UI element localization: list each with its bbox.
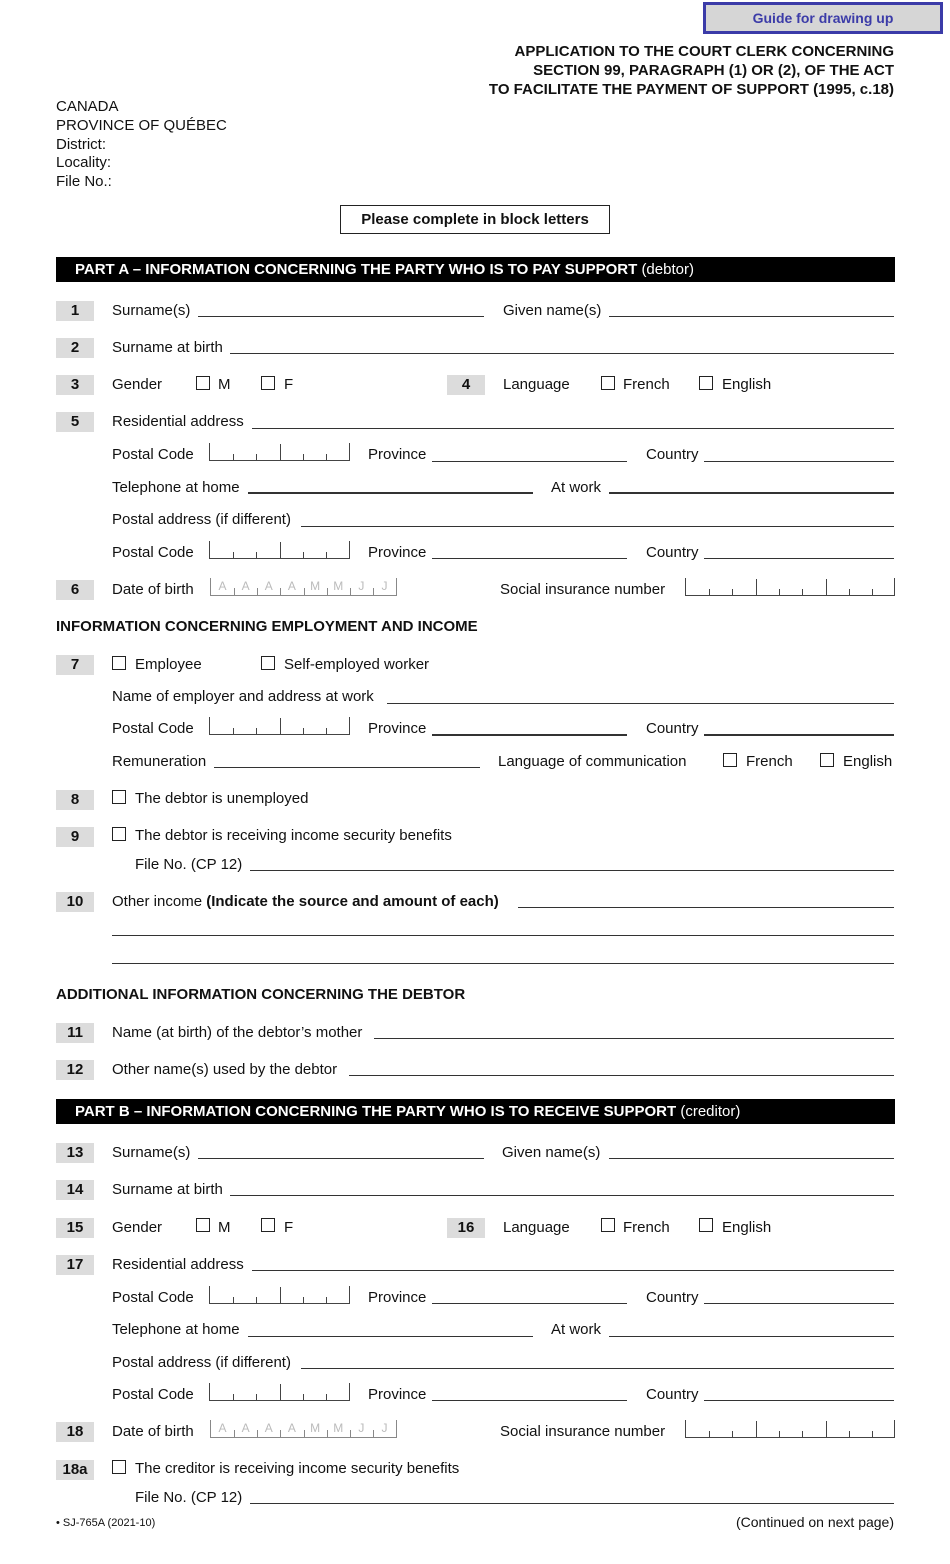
field-number: 9 — [56, 827, 94, 847]
given-names-input[interactable] — [609, 316, 894, 317]
other-income-note: (Indicate the source and amount of each) — [206, 893, 499, 910]
other-names-label: Other name(s) used by the debtor — [112, 1061, 338, 1078]
field-number: 7 — [56, 655, 94, 675]
title-line-2: SECTION 99, PARAGRAPH (1) OR (2), OF THE ACT — [533, 62, 894, 79]
sin-label: Social insurance number — [500, 1423, 666, 1440]
field-number: 16 — [447, 1218, 485, 1238]
province-input[interactable] — [432, 461, 627, 462]
given-names-label: Given name(s) — [502, 1144, 601, 1161]
language-label: Language — [503, 1219, 570, 1236]
tel-home-label: Telephone at home — [112, 1321, 240, 1338]
gender-m-checkbox[interactable] — [196, 376, 210, 390]
creditor-postal-address-input[interactable] — [301, 1368, 894, 1369]
country-label: Country — [646, 720, 699, 737]
field-number: 3 — [56, 375, 94, 395]
surname-birth-input[interactable] — [230, 353, 894, 354]
country-input[interactable] — [704, 461, 894, 462]
at-work-label: At work — [551, 1321, 602, 1338]
field-number: 18 — [56, 1422, 94, 1442]
creditor-file-cp12-input[interactable] — [250, 1503, 894, 1504]
employee-checkbox[interactable] — [112, 656, 126, 670]
language-french-label: French — [623, 376, 670, 393]
mother-name-input[interactable] — [374, 1038, 894, 1039]
comm-french-label: French — [746, 753, 793, 770]
creditor-surnames-input[interactable] — [198, 1158, 484, 1159]
gender-f-checkbox[interactable] — [261, 376, 275, 390]
field-number: 1 — [56, 301, 94, 321]
field-number: 15 — [56, 1218, 94, 1238]
guide-button[interactable]: Guide for drawing up — [703, 2, 943, 34]
surnames-label: Surname(s) — [112, 302, 191, 319]
field-number: 14 — [56, 1180, 94, 1200]
dob-input[interactable]: A A A A M M J J — [210, 578, 397, 596]
tel-home-label: Telephone at home — [112, 479, 240, 496]
creditor-sin-input[interactable] — [685, 1420, 895, 1438]
other-income-input-line-2[interactable] — [112, 935, 894, 936]
language-english-label: English — [722, 1219, 772, 1236]
province-label: Province — [368, 446, 427, 463]
mother-name-label: Name (at birth) of the debtor’s mother — [112, 1024, 363, 1041]
province-input[interactable] — [432, 734, 627, 736]
creditor-gender-f-checkbox[interactable] — [261, 1218, 275, 1232]
gender-label: Gender — [112, 1219, 163, 1236]
province-input[interactable] — [432, 1400, 627, 1401]
postal-code-label: Postal Code — [112, 446, 194, 463]
postal-address-label: Postal address (if different) — [112, 511, 291, 528]
file-cp12-label: File No. (CP 12) — [135, 1489, 243, 1506]
block-letters-notice: Please complete in block letters — [340, 205, 610, 234]
sin-input[interactable] — [685, 578, 895, 596]
creditor-residential-input[interactable] — [252, 1270, 894, 1271]
postal-code-label: Postal Code — [112, 720, 194, 737]
language-label: Language — [503, 376, 570, 393]
part-b-title: PART B – INFORMATION CONCERNING THE PARTY WHO IS TO RECEIVE SUPPORT — [75, 1103, 677, 1120]
country-label: Country — [646, 1289, 699, 1306]
creditor-gender-m-checkbox[interactable] — [196, 1218, 210, 1232]
file-no-field[interactable]: File No.: — [56, 173, 112, 191]
country-input[interactable] — [704, 1400, 894, 1401]
country-label: Country — [646, 446, 699, 463]
creditor-language-french-checkbox[interactable] — [601, 1218, 615, 1232]
postal-code-input[interactable] — [209, 1286, 350, 1304]
field-number: 6 — [56, 580, 94, 600]
given-names-label: Given name(s) — [503, 302, 602, 319]
surnames-label: Surname(s) — [112, 1144, 191, 1161]
province-label: Province — [368, 1386, 427, 1403]
other-income-text: Other income — [112, 893, 203, 910]
field-number: 17 — [56, 1255, 94, 1275]
residential-label: Residential address — [112, 1256, 244, 1273]
creditor-dob-input[interactable]: A A A A M M J J — [210, 1420, 397, 1438]
sin-label: Social insurance number — [500, 581, 666, 598]
postal-address-input[interactable] — [301, 526, 894, 527]
title-line-3: TO FACILITATE THE PAYMENT OF SUPPORT (1995, c.18) — [488, 81, 894, 98]
surname-birth-label: Surname at birth — [112, 1181, 223, 1198]
form-code: • SJ-765A (2021-10) — [56, 1517, 156, 1529]
dob-label: Date of birth — [112, 1423, 194, 1440]
postal-code-label: Postal Code — [112, 544, 194, 561]
remuneration-label: Remuneration — [112, 753, 207, 770]
field-number: 4 — [447, 375, 485, 395]
field-number: 2 — [56, 338, 94, 358]
file-cp12-input[interactable] — [250, 870, 894, 871]
gender-m-label: M — [218, 376, 231, 393]
tel-work-input[interactable] — [609, 492, 894, 494]
country-label: CANADA — [56, 98, 119, 115]
employer-name-input[interactable] — [387, 703, 894, 704]
income-security-checkbox[interactable] — [112, 827, 126, 841]
self-employed-checkbox[interactable] — [261, 656, 275, 670]
comm-english-checkbox[interactable] — [820, 753, 834, 767]
other-income-input-line-3[interactable] — [112, 963, 894, 964]
field-number: 12 — [56, 1060, 94, 1080]
gender-f-label: F — [284, 376, 294, 393]
country-label: Country — [646, 1386, 699, 1403]
residential-label: Residential address — [112, 413, 244, 430]
postal-address-label: Postal address (if different) — [112, 1354, 291, 1371]
income-security-label: The debtor is receiving income security benefits — [135, 827, 452, 844]
self-employed-label: Self-employed worker — [284, 656, 430, 673]
part-a-suffix: (debtor) — [641, 261, 694, 278]
gender-m-label: M — [218, 1219, 231, 1236]
country-input[interactable] — [704, 558, 894, 559]
continued-note: (Continued on next page) — [736, 1514, 894, 1530]
dob-label: Date of birth — [112, 581, 194, 598]
part-a-header — [56, 257, 895, 282]
title-line-1: APPLICATION TO THE COURT CLERK CONCERNING — [514, 43, 894, 60]
field-number: 13 — [56, 1143, 94, 1163]
postal-code-label: Postal Code — [112, 1289, 194, 1306]
comm-french-checkbox[interactable] — [723, 753, 737, 767]
country-input[interactable] — [704, 1303, 894, 1304]
creditor-income-security-checkbox[interactable] — [112, 1460, 126, 1474]
creditor-given-names-input[interactable] — [609, 1158, 894, 1159]
postal-code-input[interactable] — [209, 717, 350, 735]
language-english-label: English — [722, 376, 772, 393]
province-input[interactable] — [432, 1303, 627, 1304]
employee-label: Employee — [135, 656, 202, 673]
province-label: Province — [368, 1289, 427, 1306]
language-english-checkbox[interactable] — [699, 376, 713, 390]
language-french-checkbox[interactable] — [601, 376, 615, 390]
employer-name-label: Name of employer and address at work — [112, 688, 374, 705]
comm-english-label: English — [843, 753, 893, 770]
surnames-input[interactable] — [198, 316, 484, 317]
other-income-label — [112, 893, 499, 910]
unemployed-label: The debtor is unemployed — [135, 790, 309, 807]
other-names-input[interactable] — [349, 1075, 894, 1076]
language-french-label: French — [623, 1219, 670, 1236]
lang-comm-label: Language of communication — [498, 753, 687, 770]
field-number: 11 — [56, 1023, 94, 1043]
field-number: 8 — [56, 790, 94, 810]
postal-code-input[interactable] — [209, 1383, 350, 1401]
creditor-income-security-label: The creditor is receiving income security benefits — [135, 1460, 460, 1477]
creditor-tel-home-input[interactable] — [248, 1336, 533, 1337]
at-work-label: At work — [551, 479, 602, 496]
field-number: 5 — [56, 412, 94, 432]
unemployed-checkbox[interactable] — [112, 790, 126, 804]
district-field[interactable]: District: — [56, 135, 106, 153]
province-label: Province — [368, 720, 427, 737]
other-income-input[interactable] — [518, 907, 894, 908]
postal-code-input[interactable] — [209, 541, 350, 559]
province-label: PROVINCE OF QUÉBEC — [56, 116, 227, 134]
postal-code-label: Postal Code — [112, 1386, 194, 1403]
field-number: 18a — [56, 1460, 94, 1480]
part-a-title: PART A – INFORMATION CONCERNING THE PARTY WHO IS TO PAY SUPPORT — [75, 261, 638, 278]
remuneration-input[interactable] — [214, 767, 480, 768]
tel-home-input[interactable] — [248, 492, 533, 494]
country-input[interactable] — [704, 734, 894, 736]
creditor-language-english-checkbox[interactable] — [699, 1218, 713, 1232]
postal-code-input[interactable] — [209, 443, 350, 461]
creditor-tel-work-input[interactable] — [609, 1336, 894, 1337]
part-b-suffix: (creditor) — [680, 1103, 741, 1120]
surname-birth-label: Surname at birth — [112, 339, 223, 356]
province-label: Province — [368, 544, 427, 561]
residential-input[interactable] — [252, 428, 894, 429]
field-number: 10 — [56, 892, 94, 912]
creditor-surname-birth-input[interactable] — [230, 1195, 894, 1196]
part-b-header — [56, 1099, 895, 1124]
gender-f-label: F — [284, 1219, 294, 1236]
court-header — [56, 98, 227, 192]
province-input[interactable] — [432, 558, 627, 559]
country-label: Country — [646, 544, 699, 561]
additional-heading: ADDITIONAL INFORMATION CONCERNING THE DEBTOR — [56, 986, 466, 1003]
file-cp12-label: File No. (CP 12) — [135, 856, 243, 873]
employment-heading: INFORMATION CONCERNING EMPLOYMENT AND INCOME — [56, 618, 478, 635]
form-title — [489, 42, 894, 99]
locality-field[interactable]: Locality: — [56, 154, 112, 172]
gender-label: Gender — [112, 376, 163, 393]
